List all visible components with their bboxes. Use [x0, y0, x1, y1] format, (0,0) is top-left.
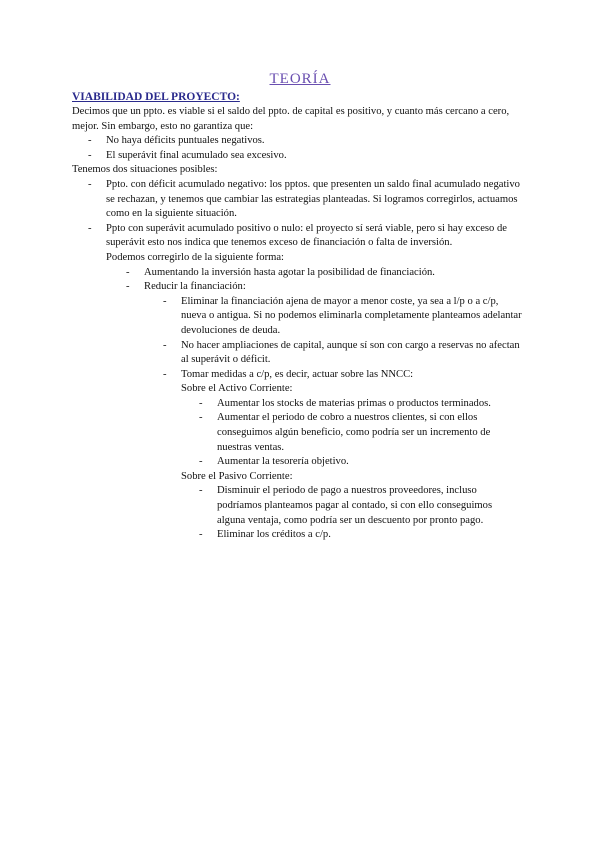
list-item	[72, 266, 522, 281]
situations-intro: Tenemos dos situaciones posibles:	[72, 164, 218, 176]
correction-text: Reducir la financiación:	[144, 281, 246, 293]
dash-bullet: -	[199, 412, 203, 424]
section-heading: VIABILIDAD DEL PROYECTO:	[72, 91, 240, 103]
financing-text: Eliminar la financiación ajena de mayor a menor coste, ya sea a l/p o a c/p, nueva o antigua. Si no podemos eliminarla completamente planteamos adelantar devoluciones de deuda.	[181, 295, 522, 336]
pasivo-text: Disminuir el periodo de pago a nuestros proveedores, incluso podríamos planteamos pagar al contado, si con ello conseguimos alguna ventaja, como podría ser un descuento por pronto pago.	[217, 485, 493, 526]
list-item	[72, 295, 522, 339]
dash-bullet: -	[126, 266, 130, 278]
dash-bullet: -	[199, 529, 203, 541]
pasivo-label: Sobre el Pasivo Corriente:	[181, 470, 293, 482]
list-item	[72, 178, 522, 222]
correction-text: Aumentando la inversión hasta agotar la posibilidad de financiación.	[144, 266, 435, 278]
dash-bullet: -	[199, 456, 203, 468]
list-item	[72, 222, 522, 251]
list-item	[72, 484, 522, 528]
pasivo-text: Eliminar los créditos a c/p.	[217, 529, 331, 541]
dash-bullet: -	[88, 135, 92, 147]
condition-text: No haya déficits puntuales negativos.	[106, 135, 265, 147]
situation-text: Ppto con superávit acumulado positivo o nulo: el proyecto sí será viable, pero si hay exceso de superávit esto nos indica que tenemos exceso de financiación o falta de inversión.	[106, 222, 507, 249]
list-item	[72, 339, 522, 368]
activo-text: Aumentar la tesorería objetivo.	[217, 456, 349, 468]
intro-paragraph: Decimos que un ppto. es viable si el saldo del ppto. de capital es positivo, y cuanto más cercano a cero, mejor. Sin embargo, esto no garantiza que:	[72, 106, 510, 132]
activo-label: Sobre el Activo Corriente:	[181, 383, 293, 395]
correct-intro: Podemos corregirlo de la siguiente forma:	[106, 251, 284, 263]
list-item	[72, 134, 522, 149]
list-item	[72, 528, 522, 543]
page-title: TEORÍA	[269, 71, 331, 87]
financing-text: No hacer ampliaciones de capital, aunque sí son con cargo a reservas no afectan al superávit o déficit.	[181, 339, 520, 366]
condition-text: El superávit final acumulado sea excesivo.	[106, 149, 287, 161]
activo-text: Aumentar el periodo de cobro a nuestros clientes, si con ellos conseguimos algún beneficio, como podría ser un incremento de nuestras ventas.	[217, 412, 491, 453]
list-item	[72, 455, 522, 470]
activo-text: Aumentar los stocks de materias primas o productos terminados.	[217, 397, 491, 409]
dash-bullet: -	[163, 368, 167, 380]
dash-bullet: -	[163, 339, 167, 351]
list-item	[72, 368, 522, 383]
dash-bullet: -	[126, 281, 130, 293]
dash-bullet: -	[88, 149, 92, 161]
list-item	[72, 149, 522, 164]
dash-bullet: -	[199, 485, 203, 497]
list-item	[72, 397, 522, 412]
dash-bullet: -	[199, 397, 203, 409]
dash-bullet: -	[88, 222, 92, 234]
dash-bullet: -	[88, 178, 92, 190]
document-body	[72, 105, 522, 543]
list-item	[72, 411, 522, 455]
financing-text: Tomar medidas a c/p, es decir, actuar sobre las NNCC:	[181, 368, 414, 380]
dash-bullet: -	[163, 295, 167, 307]
list-item	[72, 280, 522, 295]
situation-text: Ppto. con déficit acumulado negativo: los pptos. que presenten un saldo final acumulado negativo se rechazan, y tenemos que cambiar las estrategias planteadas. Si logramos corregirlos, actuamos como en la siguiente situación.	[106, 178, 520, 220]
